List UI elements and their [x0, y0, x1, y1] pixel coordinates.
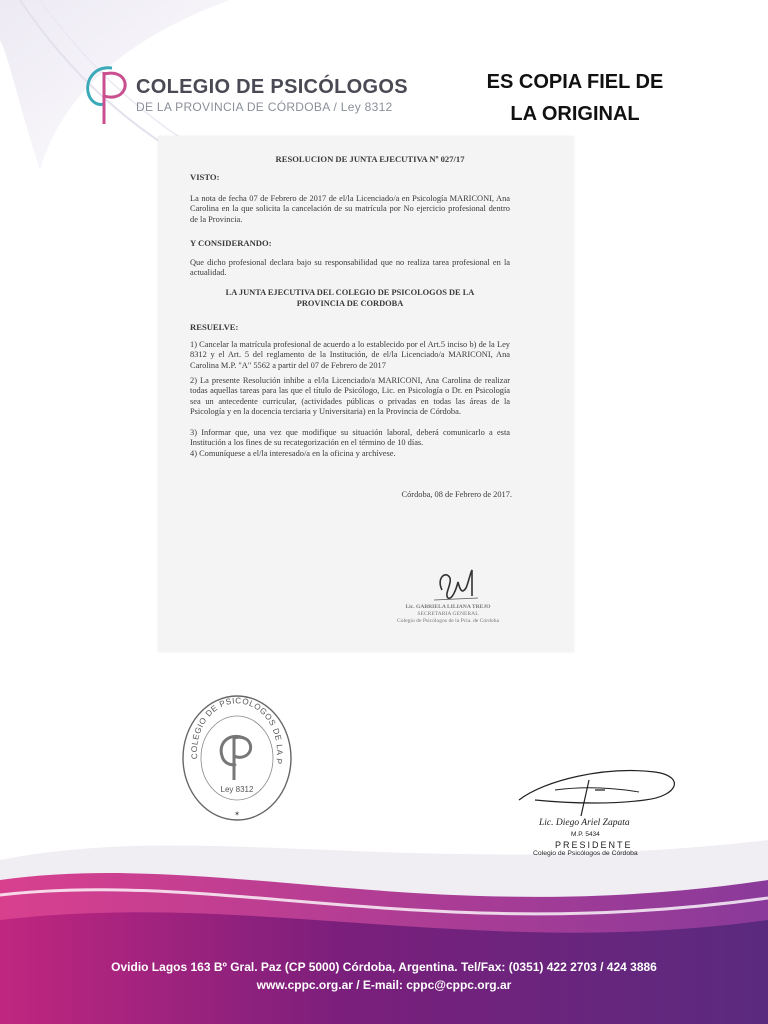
resuelve-heading: RESUELVE:: [190, 322, 239, 332]
president-signature-icon: [515, 760, 685, 820]
resuelve-item-4: 4) Comuníquese a el/la interesado/a en la oficina y archívese.: [190, 449, 396, 458]
president-mp: M.P. 5434: [571, 831, 600, 838]
resolution-document: [158, 136, 574, 652]
logo-subtitle: DE LA PROVINCIA DE CÓRDOBA / Ley 8312: [136, 100, 393, 114]
copy-stamp-line2: LA ORIGINAL: [510, 103, 640, 125]
president-name: Lic. Diego Ariel Zapata: [539, 818, 630, 828]
svg-text:COLEGIO DE PSICÓLOGOS DE LA PR: [178, 690, 284, 765]
institution-logo: [82, 62, 408, 132]
svg-text:✶: ✶: [234, 811, 240, 818]
resuelve-item-2: 2) La presente Resolución inhibe a el/la Licenciado/a MARICONI, Ana Carolina de realizar todas aquellas tareas para las que el título de Psicólogo, Lic. en Psicología o Dr. en Psicología sea un antecedente curricular, (actividades públicas o privadas en todas las áreas de la Psicología y en la docencia terciaria y Universitaria) en la Provincia de Córdoba.: [190, 376, 510, 417]
visto-text: La nota de fecha 07 de Febrero de 2017 de el/la Licenciado/a en Psicología MARICONI, Ana Carolina en la que solicita la cancelación de su matrícula por No ejercicio profesional dentro de la Provincia.: [190, 194, 510, 224]
logo-name: COLEGIO DE PSICÓLOGOS: [136, 76, 408, 98]
secretary-title: SECRETARIA GENERAL: [417, 611, 479, 617]
secretary-name: Lic. GABRIELA LILIANA TREJO: [405, 604, 491, 610]
secretary-signature-icon: [428, 560, 488, 606]
seal-arc-text: COLEGIO DE PSICÓLOGOS DE LA P: [189, 696, 285, 766]
copy-stamp: [470, 66, 680, 130]
resolution-date: Córdoba, 08 de Febrero de 2017.: [401, 490, 512, 499]
considerando-heading: Y CONSIDERANDO:: [190, 238, 272, 248]
institution-seal: [178, 690, 296, 826]
secretary-org: Colegio de Psicólogos de la Pcia. de Córdoba: [397, 618, 499, 624]
resolution-title: RESOLUCION DE JUNTA EJECUTIVA Nº 027/17: [275, 154, 465, 164]
junta-line2: PROVINCIA DE CORDOBA: [296, 299, 404, 308]
president-title: PRESIDENTE: [555, 840, 633, 850]
footer-web: www.cppc.org.ar / E-mail: cppc@cppc.org.ar: [256, 978, 512, 992]
visto-heading: VISTO:: [190, 172, 220, 182]
president-signature-block: [515, 760, 685, 870]
considerando-text: Que dicho profesional declara bajo su responsabilidad que no realiza tarea profesional en la actualidad.: [190, 258, 510, 278]
secretary-block: [388, 604, 508, 625]
footer-address: Ovidio Lagos 163 Bº Gral. Paz (CP 5000) Córdoba, Argentina. Tel/Fax: (0351) 422 2703 / 424 3886: [111, 960, 657, 974]
resuelve-item-3: 3) Informar que, una vez que modifique su situación laboral, deberá comunicarlo a esta Institución a los fines de su recategorización en el término de 10 días.: [190, 428, 510, 448]
president-org: Colegio de Psicólogos de Córdoba: [533, 850, 638, 857]
seal-icon: [178, 690, 296, 826]
cp-logo-icon: [82, 62, 132, 128]
resuelve-item-1: 1) Cancelar la matrícula profesional de acuerdo a lo establecido por el Art.5 inciso b) de la Ley 8312 y el Art. 5 del reglamento de la Institución, de el/la Licenciado/a MARICONI, Ana Carolina M.P. "A" 5562 a partir del 07 de Febrero de 2017: [190, 340, 510, 370]
copy-stamp-line1: ES COPIA FIEL DE: [486, 71, 664, 93]
junta-line1: LA JUNTA EJECUTIVA DEL COLEGIO DE PSICOLOGOS DE LA: [225, 288, 475, 297]
seal-law: Ley 8312: [220, 785, 254, 794]
